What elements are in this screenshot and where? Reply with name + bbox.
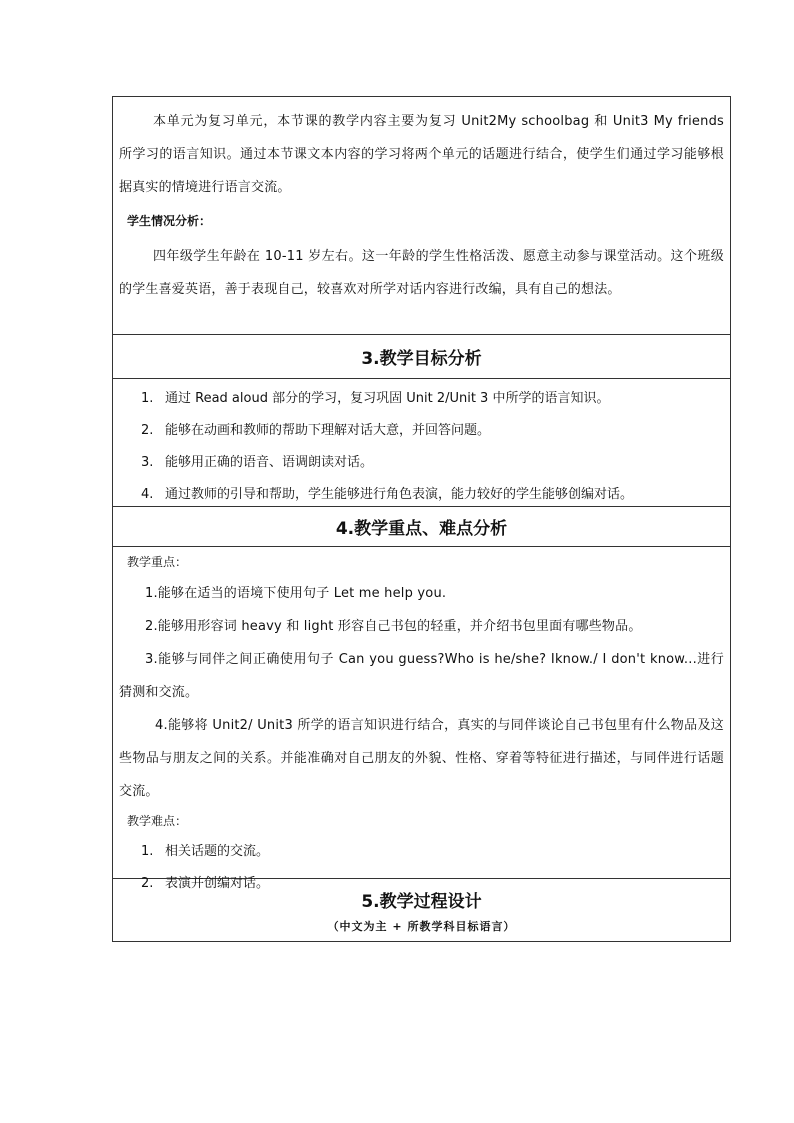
list-item: [113, 836, 730, 868]
analysis-cell: [113, 97, 730, 335]
section3-list-cell: [113, 379, 730, 507]
section4-content-cell: [113, 547, 730, 891]
item-text: 表演并创编对话。: [165, 876, 270, 891]
item-number: 1.: [141, 391, 154, 406]
item-text: 能够在动画和教师的帮助下理解对话大意，并回答问题。: [165, 423, 491, 438]
section4-heading-cell: [113, 507, 730, 547]
list-item: [113, 415, 730, 447]
item-number: 1.: [141, 844, 154, 859]
section4-heading: 4.教学重点、难点分析: [335, 519, 508, 539]
item-number: 4.: [141, 487, 154, 502]
key-point-4: 4.能够将 Unit2/ Unit3 所学的语言知识进行结合，真实的与同伴谈论自己书包里有什么物品及这些物品与朋友之间的关系。并能准确对自己朋友的外貌、性格、穿着等特征进行描述，与同伴进行话题交流。: [119, 718, 724, 799]
section5-subheading: （中文为主 + 所教学科目标语言）: [327, 919, 516, 933]
section5-heading: 5.教学过程设计: [361, 891, 482, 912]
item-text: 通过 Read aloud 部分的学习，复习巩固 Unit 2/Unit 3 中所学的语言知识。: [165, 391, 610, 406]
section3-heading: 3.教学目标分析: [361, 349, 482, 369]
key-points-label: 教学重点：: [127, 555, 188, 569]
list-item: [113, 383, 730, 415]
student-analysis-paragraph: 四年级学生年龄在 10-11 岁左右。这一年龄的学生性格活泼、愿意主动参与课堂活动。这个班级的学生喜爱英语，善于表现自己，较喜欢对所学对话内容进行改编，具有自己的想法。: [119, 249, 724, 297]
item-number: 3.: [141, 455, 154, 470]
item-text: 能够用正确的语音、语调朗读对话。: [165, 455, 374, 470]
item-text: 相关话题的交流。: [165, 844, 270, 859]
lesson-plan-table: [112, 96, 731, 942]
item-number: 2.: [141, 423, 154, 438]
objectives-list: [113, 379, 730, 515]
unit-intro-paragraph: 本单元为复习单元，本节课的教学内容主要为复习 Unit2My schoolbag 和 Unit3 My friends 所学习的语言知识。通过本节课文本内容的学习将两个单元的话题进行结合，使学生们通过学习能够根据真实的情境进行语言交流。: [119, 114, 724, 195]
difficulties-label: 教学难点：: [127, 814, 188, 828]
item-number: 2.: [141, 876, 154, 891]
item-text: 通过教师的引导和帮助，学生能够进行角色表演，能力较好的学生能够创编对话。: [165, 487, 634, 502]
section3-heading-cell: [113, 335, 730, 379]
student-analysis-label: 学生情况分析：: [127, 214, 212, 228]
key-point-2: 2.能够用形容词 heavy 和 light 形容自己书包的轻重，并介绍书包里面有哪些物品。: [145, 619, 642, 634]
key-point-1: 1.能够在适当的语境下使用句子 Let me help you.: [145, 586, 447, 601]
key-point-3: 3.能够与同伴之间正确使用句子 Can you guess?Who is he/she? Iknow./ I don't know...进行猜测和交流。: [119, 652, 724, 700]
list-item: [113, 447, 730, 479]
